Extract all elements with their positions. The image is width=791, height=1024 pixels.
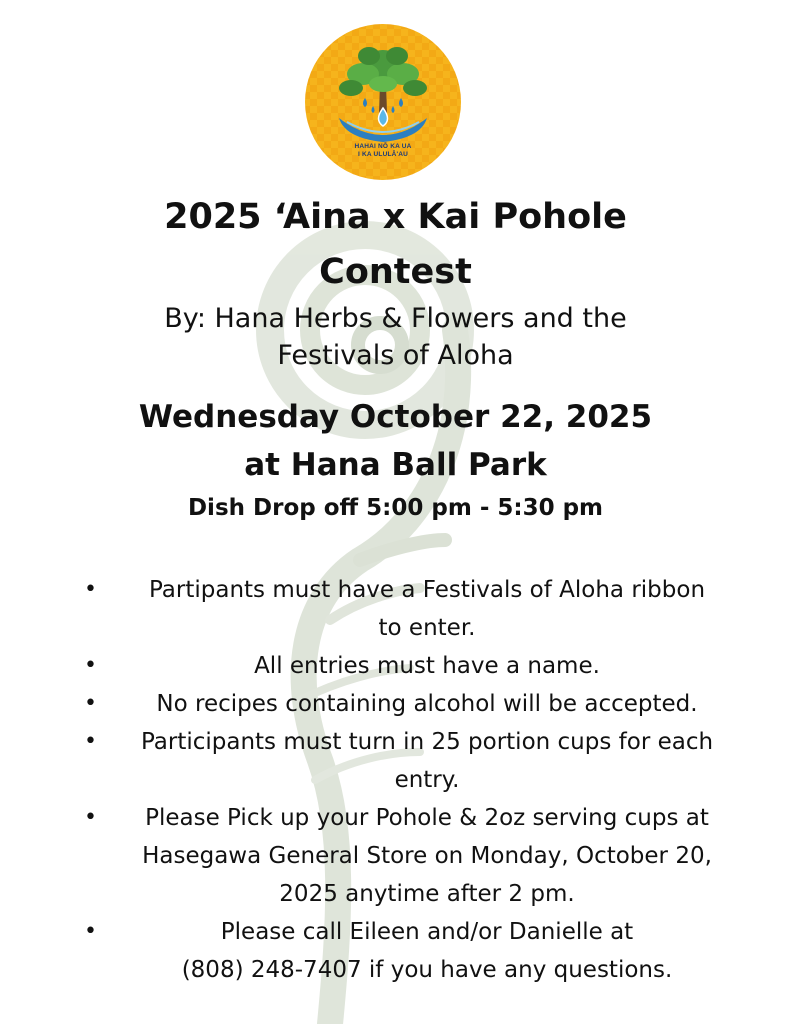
event-date: [0, 393, 791, 489]
bullet-icon: •: [84, 577, 97, 602]
list-item-text: (808) 248-7407 if you have any questions.: [181, 957, 673, 983]
page-title: [0, 190, 791, 300]
list-item-text: 2025 anytime after 2 pm.: [279, 881, 575, 907]
byline-line-2: Festivals of Aloha: [277, 340, 514, 371]
logo-slogan: [303, 143, 463, 159]
list-item: [84, 799, 744, 913]
title-line-1: 2025 ‘Aina x Kai Pohole: [164, 197, 627, 237]
list-item-text: Please call Eileen and/or Danielle at: [220, 919, 634, 945]
event-date-line: Wednesday October 22, 2025: [138, 399, 653, 435]
logo-slogan-line-1: HAHAI NŌ KA UA: [354, 143, 412, 150]
bullet-icon: •: [84, 653, 97, 678]
list-item-text: to enter.: [378, 615, 476, 641]
list-item-text: Please Pick up your Pohole & 2oz serving cups at: [145, 805, 709, 831]
rules-list: [84, 571, 744, 989]
list-item: [84, 913, 744, 989]
list-item-text: entry.: [394, 767, 460, 793]
list-item: [84, 571, 744, 647]
list-item: [84, 723, 744, 799]
dish-dropoff-time: Dish Drop off 5:00 pm - 5:30 pm: [187, 495, 604, 521]
byline-line-1: By: Hana Herbs & Flowers and the: [164, 303, 627, 334]
list-item-text: Partipants must have a Festivals of Aloha ribbon: [148, 577, 706, 603]
festival-logo: [303, 22, 463, 182]
list-item: [84, 685, 744, 723]
bullet-icon: •: [84, 919, 97, 944]
bullet-icon: •: [84, 729, 97, 754]
list-item-text: Hasegawa General Store on Monday, October 20,: [142, 843, 712, 869]
list-item-text: Participants must turn in 25 portion cups for each: [140, 729, 714, 755]
list-item-text: All entries must have a name.: [254, 653, 600, 679]
bullet-icon: •: [84, 691, 97, 716]
title-line-2: Contest: [319, 252, 472, 292]
byline: [0, 300, 791, 374]
bullet-icon: •: [84, 805, 97, 830]
list-item: [84, 647, 744, 685]
logo-slogan-line-2: I KA ULULĀ'AU: [357, 151, 409, 158]
event-location-line: at Hana Ball Park: [244, 447, 547, 483]
list-item-text: No recipes containing alcohol will be accepted.: [156, 691, 698, 717]
